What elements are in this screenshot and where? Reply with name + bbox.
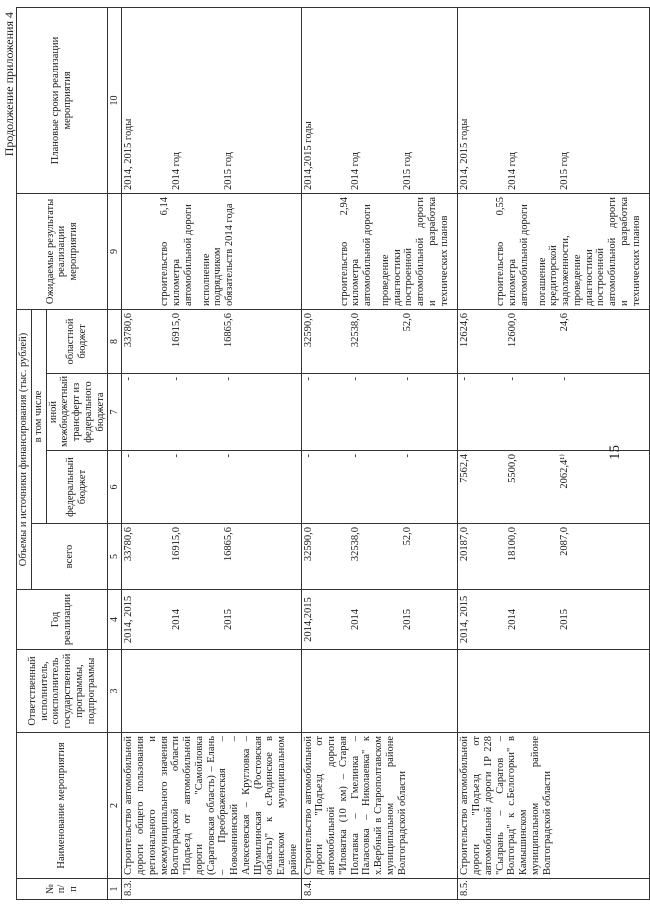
regional-cell: 24,6 xyxy=(558,312,570,332)
header-total: всего xyxy=(31,524,108,590)
row-name: Строительство автомобильной дороги "Подъезд от автомобильной дороги "Иловатка (10 км) – Старая Полтавка – Гмелинка – Паласовка – Николаевка" к х.Вербный в Старополтавском муниципальном районе Волгоградской области xyxy=(301,733,458,879)
total-cell: 32538,0 xyxy=(350,527,362,562)
row-name: Строительство автомобильной дороги "Подъезд от автомобильной дороги 1Р 228 "Сызрань – Саратов – Волгоград" к с.Белогорки" в Камышинском муниципальном районе Волгоградской области xyxy=(458,733,650,879)
year-cell: 2014,2015 xyxy=(302,597,314,642)
terms-cell: 2014, 2015 годы xyxy=(459,118,471,190)
federal-cell: 2062,4¹⁾ xyxy=(558,454,570,489)
terms-cell: 2014, 2015 годы xyxy=(123,118,135,190)
table-row xyxy=(301,7,458,899)
header-result: Ожидаемые результаты реализации мероприятия xyxy=(17,193,108,309)
federal-cell: 7562,4 xyxy=(459,454,471,483)
terms-cell: 2015 год xyxy=(558,151,570,190)
regional-cell: 52,0 xyxy=(402,312,414,332)
continuation-title: Продолжение приложения 4 xyxy=(2,12,16,157)
regional-cell: 12624,6 xyxy=(459,312,471,348)
page-number: 15 xyxy=(607,445,623,460)
year-cell: 2014 xyxy=(507,609,519,630)
regional-cell: 32538,0 xyxy=(350,312,362,348)
header-num: № п/п xyxy=(17,879,108,900)
total-cell: 16915,0 xyxy=(171,527,183,562)
regional-cell: 32590,0 xyxy=(302,312,314,348)
row-name: Строительство автомобильной дороги общего пользования регионального и межмуниципального значения Волгоградской области "Подъезд от автомобильной дороги "Самойловка (Саратовская область) – Елань – Преображенская – Новоаннинский – Алексеевская – Кругловка – Шумилинская (Ростовская область)" к с.Родинское в Еланском муниципальном районе xyxy=(122,733,301,879)
row-executor xyxy=(301,650,458,733)
year-cell: 2014, 2015 xyxy=(123,595,135,644)
terms-cell: 2014 год xyxy=(350,151,362,190)
regional-cell: 33780,6 xyxy=(123,312,135,348)
total-cell: 18100,0 xyxy=(507,527,519,562)
header-row-1 xyxy=(17,7,32,899)
regional-cell: 16865,6 xyxy=(222,312,234,348)
header-including: в том числе xyxy=(31,309,46,523)
column-number: 10 xyxy=(108,7,122,193)
terms-cell: 2014 год xyxy=(507,151,519,190)
year-cell: 2015 xyxy=(558,609,570,630)
total-cell: 2087,0 xyxy=(558,527,570,556)
header-interbudget: иной межбюджетный трансферт из федерального бюджета xyxy=(46,374,108,451)
header-terms: Плановые сроки реализации мероприятия xyxy=(17,7,108,193)
result-cell: исполнение подрядчиком обязательств 2014 года xyxy=(200,203,236,306)
interbudget-cell: - xyxy=(302,377,314,381)
result-cell: строительство 0,55 километра автомобильной дороги xyxy=(495,196,530,306)
header-regional: областной бюджет xyxy=(46,309,108,373)
interbudget-cell: - xyxy=(222,377,234,381)
row-number: 8.3. xyxy=(122,879,301,900)
result-cell: строительство 6,14 километра автомобильной дороги xyxy=(159,196,194,306)
row-number: 8.5. xyxy=(458,879,650,900)
terms-cell: 2015 год xyxy=(222,151,234,190)
terms-cell: 2014,2015 годы xyxy=(302,121,314,190)
column-number: 1 xyxy=(108,879,122,900)
row-number: 8.4. xyxy=(301,879,458,900)
total-cell: 20187,0 xyxy=(459,527,471,562)
interbudget-cell: - xyxy=(459,377,471,381)
column-numbers-row xyxy=(108,7,122,899)
terms-cell: 2014 год xyxy=(171,151,183,190)
federal-cell: - xyxy=(350,454,362,458)
year-cell: 2015 xyxy=(402,609,414,630)
header-executor: Ответственный исполнитель, соисполнитель государственной программы, подпрограммы xyxy=(17,650,108,733)
interbudget-cell: - xyxy=(171,377,183,381)
column-number: 3 xyxy=(108,650,122,733)
row-executor xyxy=(122,650,301,733)
column-number: 9 xyxy=(108,193,122,309)
interbudget-cell: - xyxy=(350,377,362,381)
federal-cell: - xyxy=(302,454,314,458)
result-cell: строительство 2,94 километра автомобильной дороги xyxy=(338,196,374,306)
regional-cell: 12600,0 xyxy=(507,312,519,348)
header-year: Год реализации xyxy=(17,590,108,650)
header-federal: федеральный бюджет xyxy=(46,451,108,524)
total-cell: 33780,6 xyxy=(123,527,135,562)
terms-cell: 2015 год xyxy=(402,151,414,190)
header-name: Наименование мероприятия xyxy=(17,733,108,879)
year-cell: 2015 xyxy=(222,609,234,630)
header-financing: Объемы и источники финансирования (тыс. рублей) xyxy=(17,309,32,589)
column-number: 8 xyxy=(108,309,122,373)
interbudget-cell: - xyxy=(402,377,414,381)
year-cell: 2014 xyxy=(350,609,362,630)
table-row xyxy=(122,7,301,899)
interbudget-cell: - xyxy=(558,377,570,381)
result-cell: проведение диагностики построенной автомобильной дороги и разработка технических планов xyxy=(379,196,450,306)
year-cell: 2014, 2015 xyxy=(459,595,471,644)
year-cell: 2014 xyxy=(171,609,183,630)
column-number: 2 xyxy=(108,733,122,879)
column-number: 5 xyxy=(108,524,122,590)
total-cell: 16865,6 xyxy=(222,527,234,562)
program-table xyxy=(16,7,650,900)
result-cell: погашение кредиторской задолженности, проведение диагностики построенной автомобильной дороги и разработка технических планов xyxy=(536,196,642,306)
column-number: 4 xyxy=(108,590,122,650)
column-number: 6 xyxy=(108,451,122,524)
federal-cell: - xyxy=(123,454,135,458)
federal-cell: 5500,0 xyxy=(507,454,519,483)
column-number: 7 xyxy=(108,374,122,451)
federal-cell: - xyxy=(171,454,183,458)
federal-cell: - xyxy=(402,454,414,458)
interbudget-cell: - xyxy=(123,377,135,381)
interbudget-cell: - xyxy=(507,377,519,381)
federal-cell: - xyxy=(222,454,234,458)
regional-cell: 16915,0 xyxy=(171,312,183,348)
total-cell: 32590,0 xyxy=(302,527,314,562)
total-cell: 52,0 xyxy=(402,527,414,546)
